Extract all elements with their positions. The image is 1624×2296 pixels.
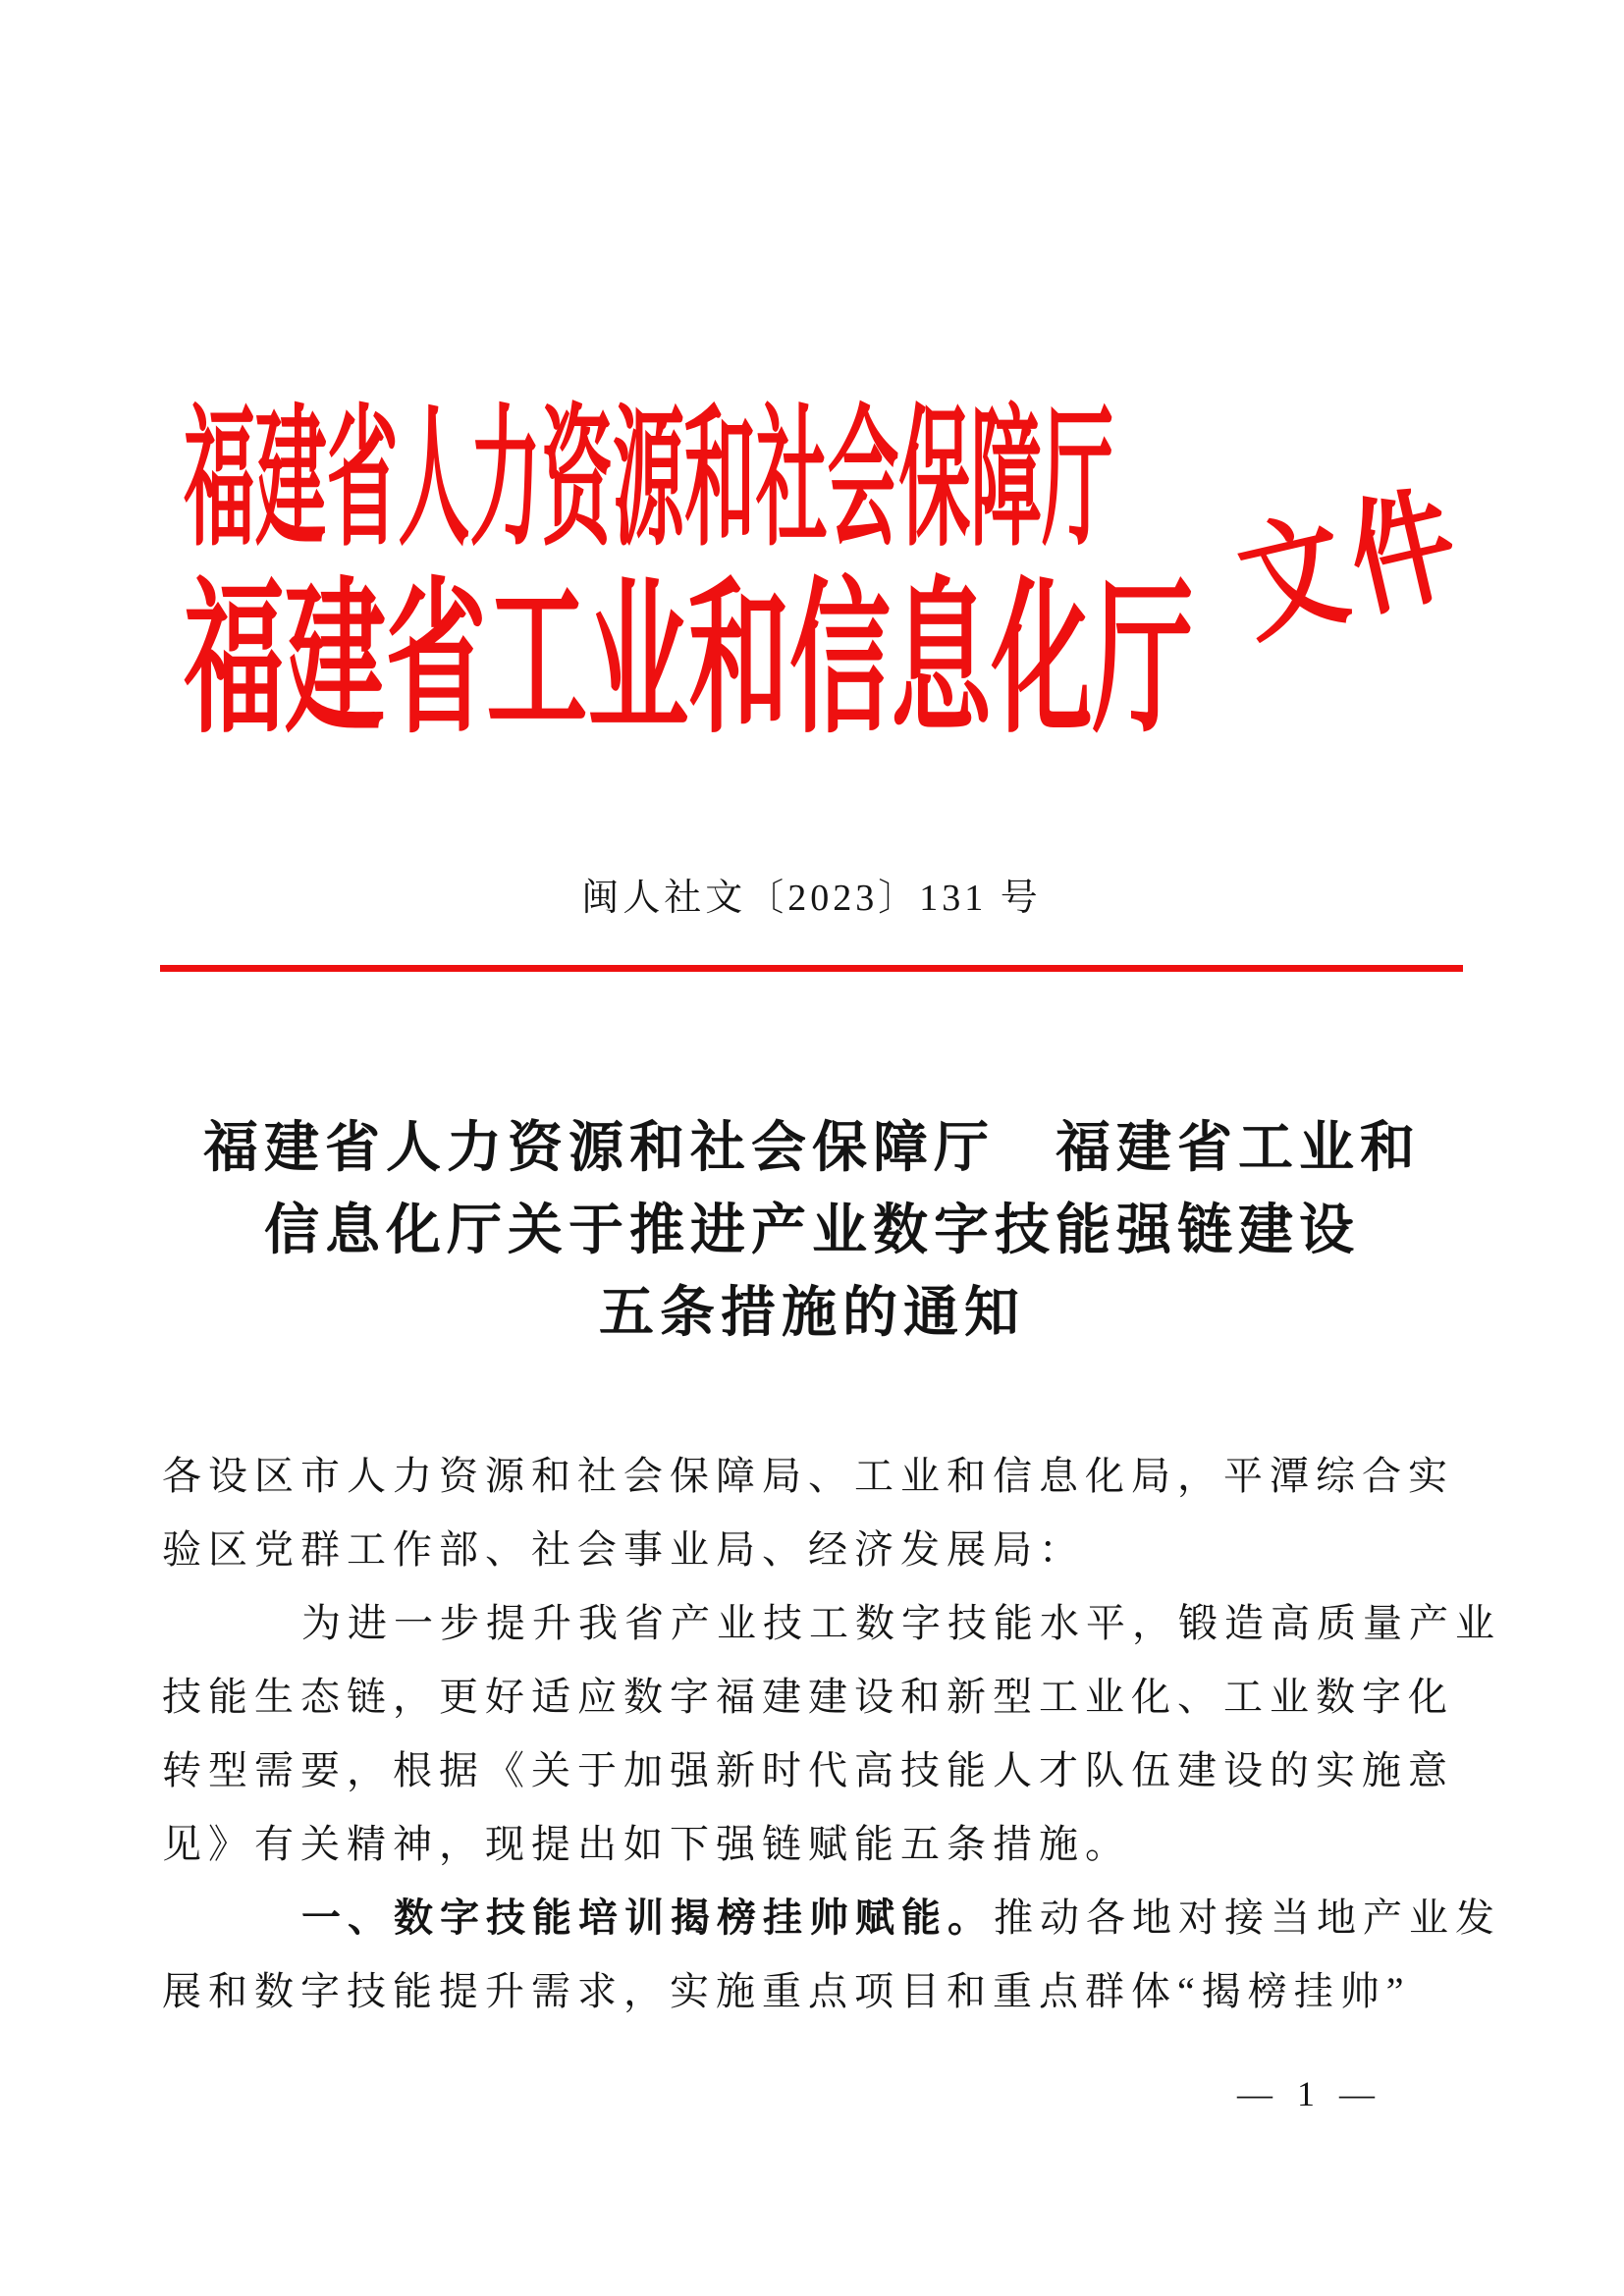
body-line-salutation-1: 各设区市人力资源和社会保障局、工业和信息化局，平潭综合实	[162, 1454, 1454, 1498]
measure1-text: 推动各地对接当地产业发	[994, 1896, 1501, 1940]
body-line-measure1-2: 展和数字技能提升需求，实施重点项目和重点群体“揭榜挂帅”	[162, 1969, 1411, 2013]
title-line-3: 五条措施的通知	[599, 1283, 1025, 1344]
body-line-intro-1: 为进一步提升我省产业技工数字技能水平，锻造高质量产业	[301, 1601, 1501, 1645]
letterhead-document-label: 文件	[1227, 471, 1479, 660]
title-line-1: 福建省人力资源和社会保障厅 福建省工业和	[203, 1118, 1421, 1179]
measure1-heading: 一、数字技能培训揭榜挂帅赋能。	[301, 1896, 994, 1940]
body-line-measure1-1	[162, 1881, 1501, 1954]
body-line-intro-3: 转型需要，根据《关于加强新时代高技能人才队伍建设的实施意	[162, 1748, 1454, 1792]
title-line-2: 信息化厅关于推进产业数字技能强链建设	[264, 1201, 1360, 1261]
letterhead-agency-line-2: 福建省工业和信息化厅	[184, 568, 1194, 753]
page-number: — 1 —	[1237, 2074, 1382, 2113]
letterhead-agency-line-1: 福建省人力资源和社会保障厅	[184, 396, 1114, 564]
body-line-salutation-2: 验区党群工作部、社会事业局、经济发展局：	[162, 1527, 1085, 1572]
document-number: 闽人社文〔2023〕131 号	[581, 878, 1042, 919]
document-body	[162, 1439, 1501, 2028]
body-line-intro-4: 见》有关精神，现提出如下强链赋能五条措施。	[162, 1822, 1131, 1866]
body-line-intro-2: 技能生态链，更好适应数字福建建设和新型工业化、工业数字化	[162, 1675, 1454, 1719]
red-divider-rule	[160, 965, 1463, 972]
document-title	[98, 1107, 1526, 1355]
